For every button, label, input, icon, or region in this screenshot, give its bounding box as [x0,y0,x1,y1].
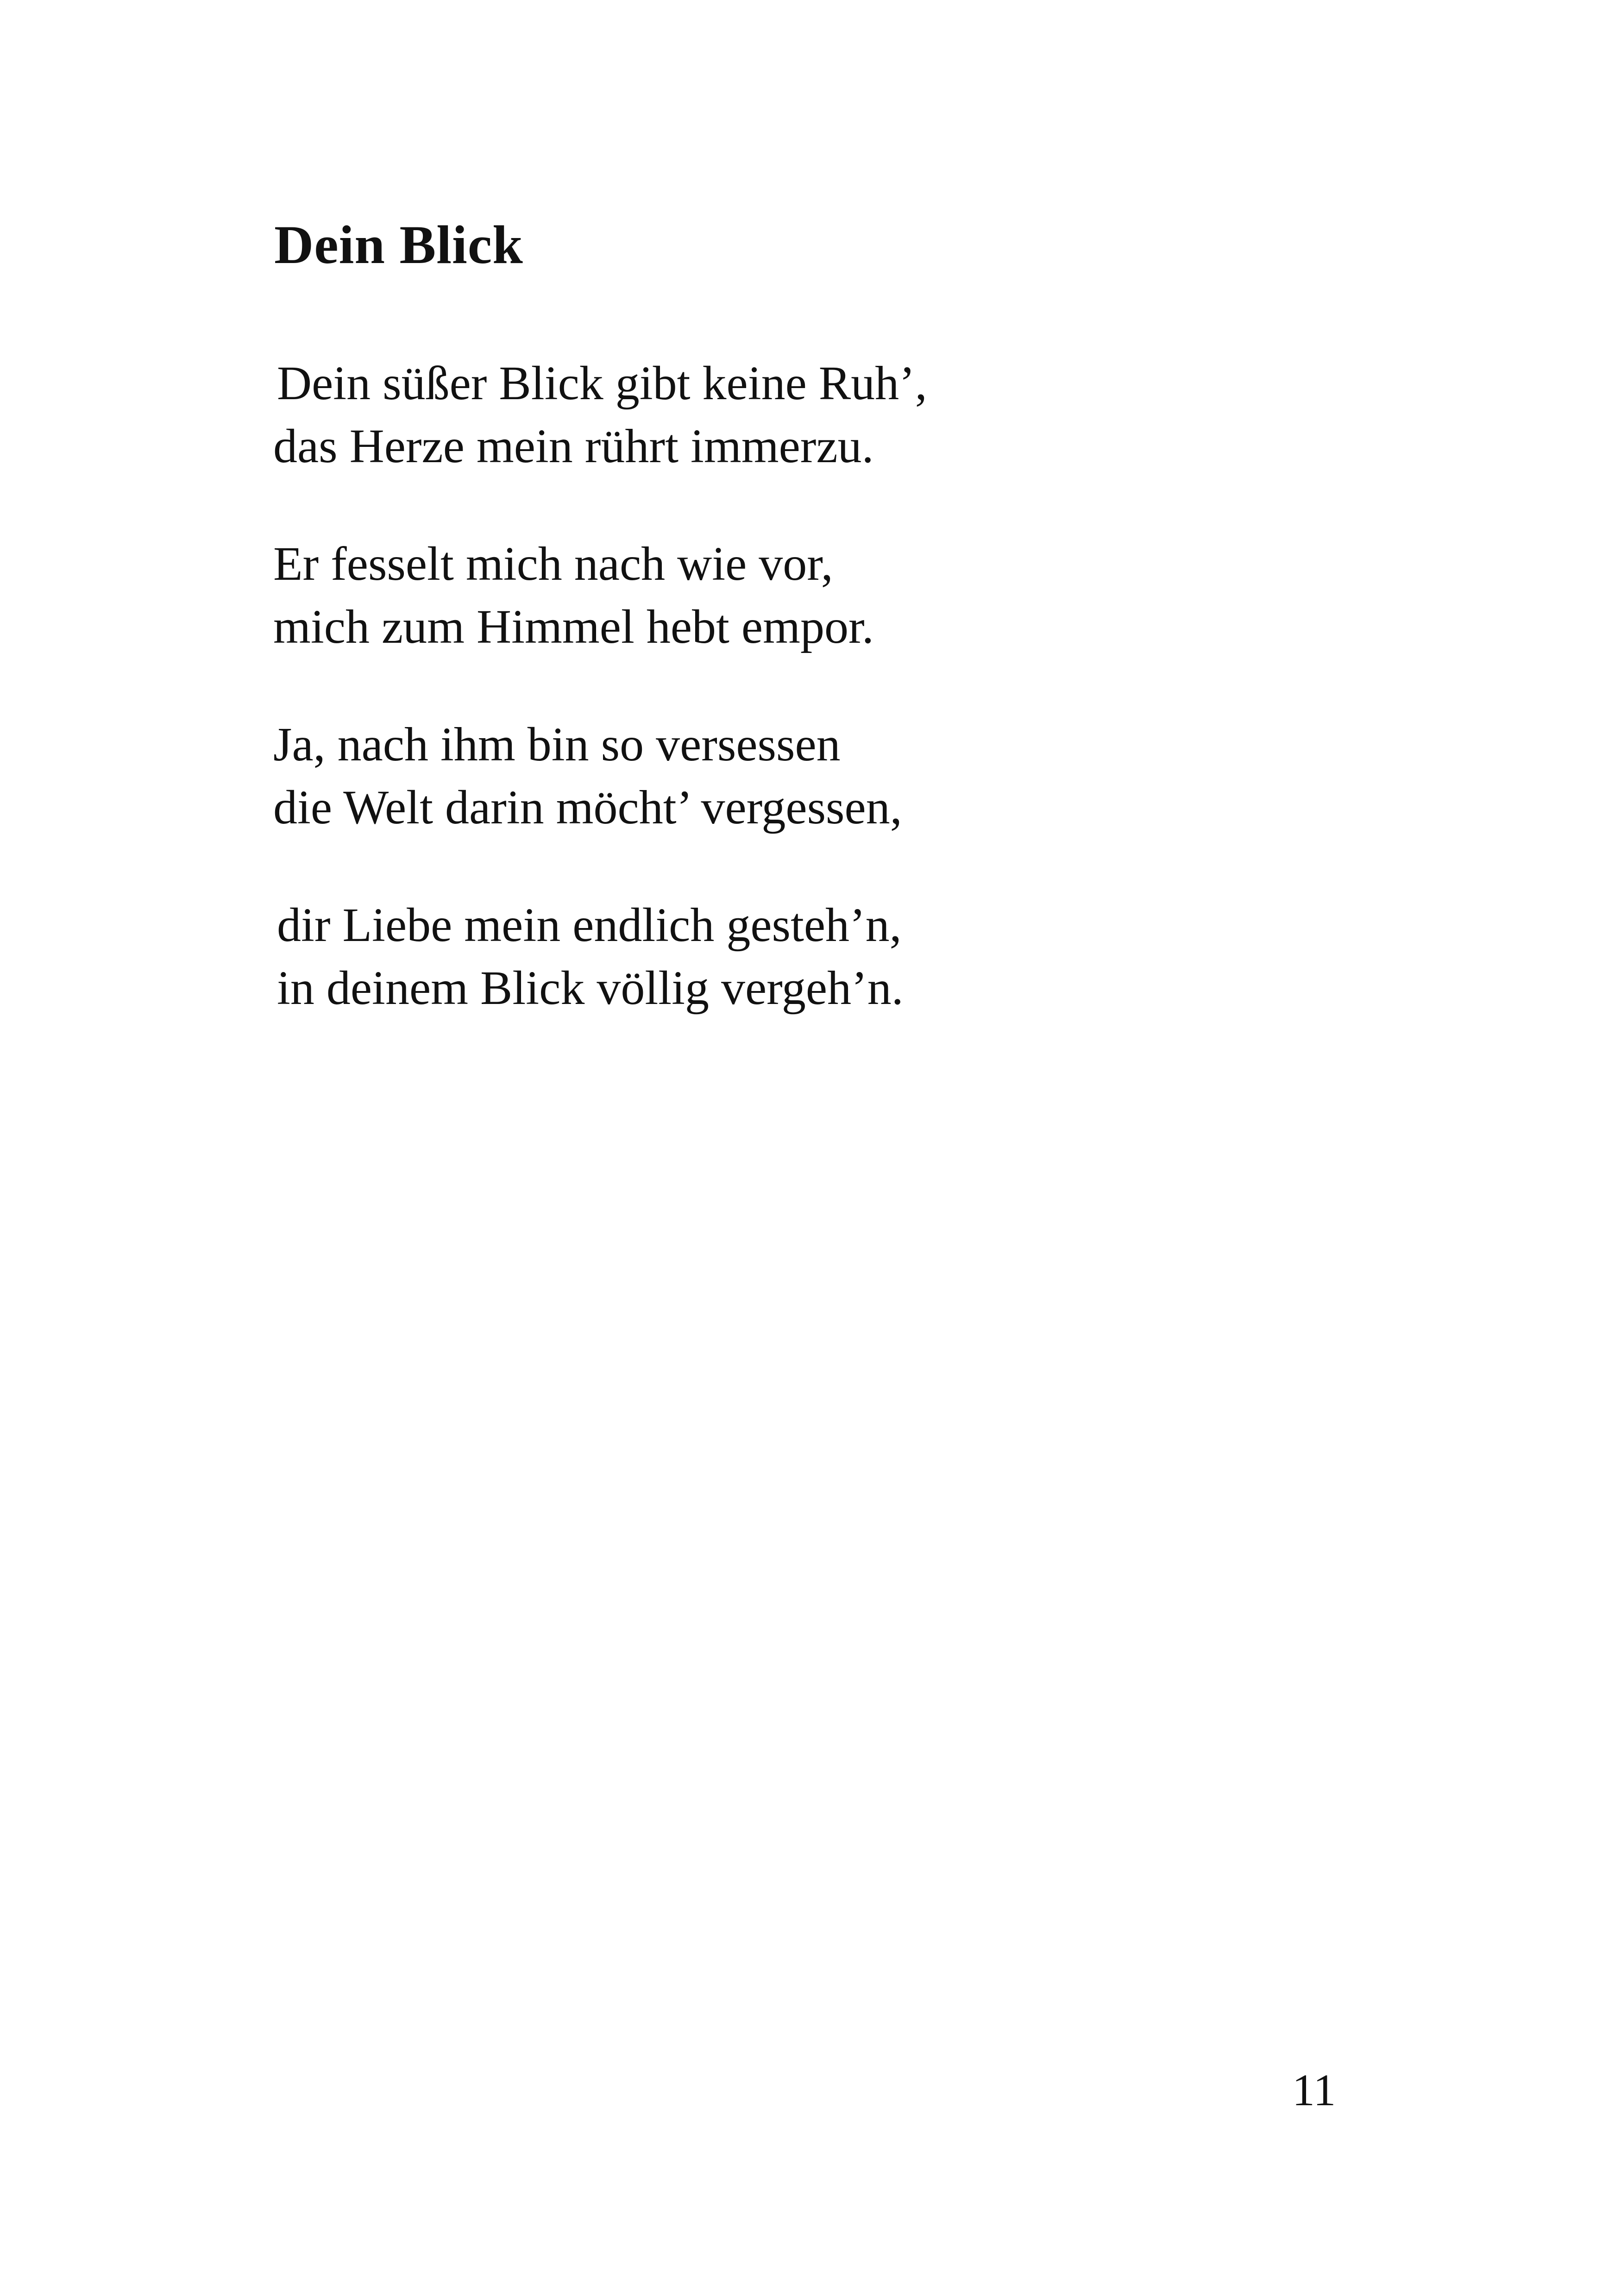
stanza-4 [273,894,1385,1020]
verse-line: die Welt darin möcht’ vergessen, [273,781,902,834]
poem-body [273,352,1385,1074]
stanza-3 [273,713,1385,839]
verse-line: das Herze mein rührt immerzu. [273,420,874,473]
verse-line: Dein süßer Blick gibt keine Ruh’, [277,357,927,410]
verse-line: Er fesselt mich nach wie vor, [273,537,833,590]
verse-line: Ja, nach ihm bin so versessen [273,718,841,771]
verse-line: dir Liebe mein endlich gesteh’n, [277,898,902,952]
poem-title: Dein Blick [274,214,523,275]
page-number: 11 [1292,2065,1336,2115]
stanza-1 [273,352,1385,478]
verse-line: in deinem Blick völlig vergeh’n. [277,961,904,1015]
verse-line: mich zum Himmel hebt empor. [273,600,874,653]
stanza-2 [273,533,1385,659]
